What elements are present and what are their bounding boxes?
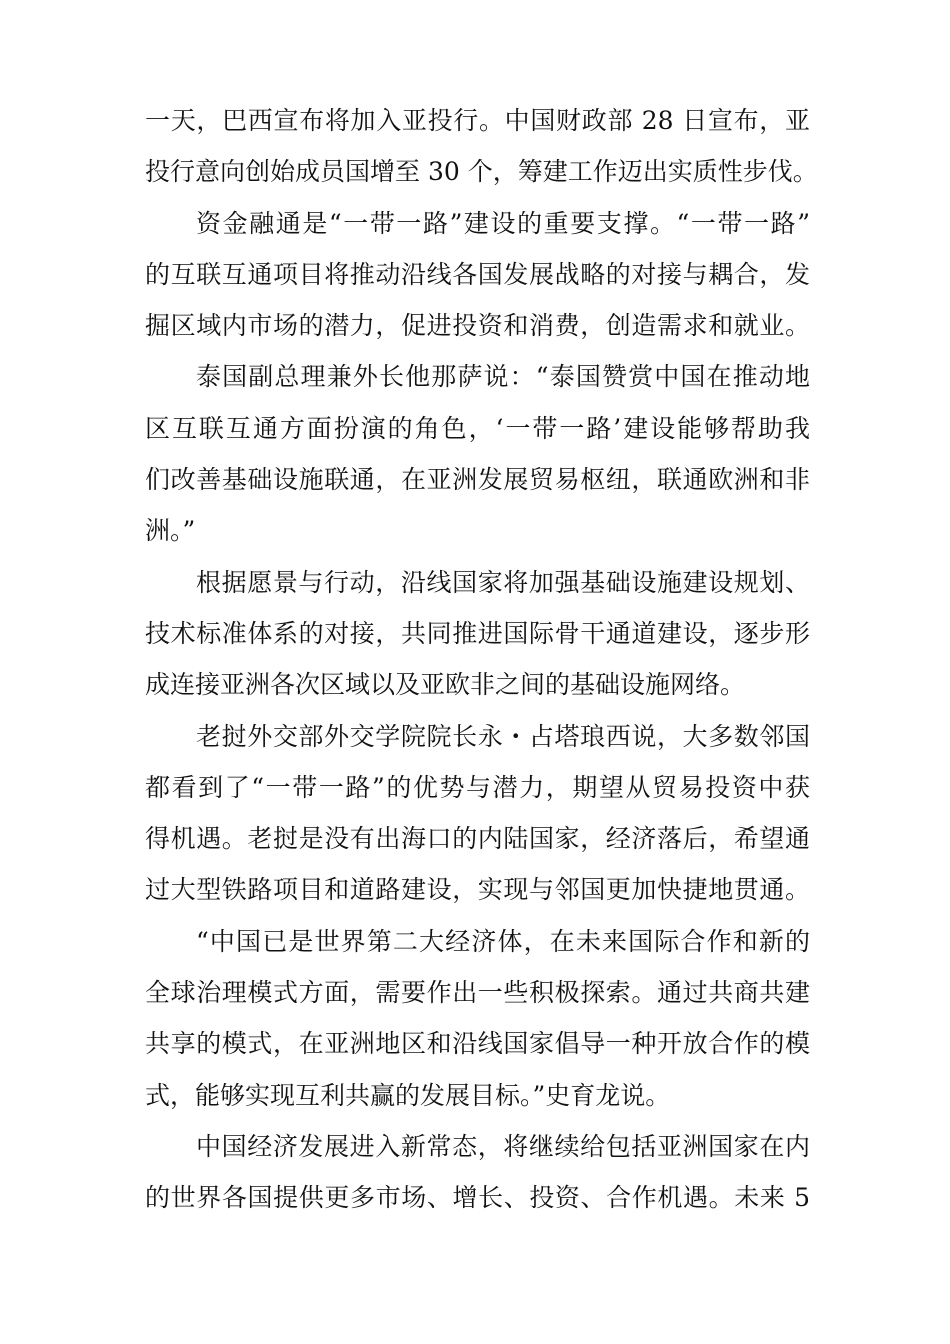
paragraph-last-line: 洲。” xyxy=(145,516,196,546)
text-line: 的世界各国提供更多市场、增长、投资、合作机遇。未来 5 xyxy=(145,1183,810,1213)
paragraph-first-line: 根据愿景与行动，沿线国家将加强基础设施建设规划、 xyxy=(196,567,810,597)
text-line: 的互联互通项目将推动沿线各国发展战略的对接与耦合，发 xyxy=(145,259,810,289)
document-body xyxy=(145,95,818,1224)
text-line: 得机遇。老挝是没有出海口的内陆国家，经济落后，希望通 xyxy=(145,824,810,854)
text-line: 一天，巴西宣布将加入亚投行。中国财政部 28 日宣布，亚 xyxy=(145,106,810,135)
text-line: 技术标准体系的对接，共同推进国际骨干通道建设，逐步形 xyxy=(145,618,810,648)
paragraph-last-line: 式，能够实现互利共赢的发展目标。”史育龙说。 xyxy=(145,1080,671,1110)
paragraph-last-line: 成连接亚洲各次区域以及亚欧非之间的基础设施网络。 xyxy=(145,670,746,700)
paragraph-first-line: 中国经济发展进入新常态，将继续给包括亚洲国家在内 xyxy=(196,1131,810,1161)
text-line: 都看到了“一带一路”的优势与潜力，期望从贸易投资中获 xyxy=(145,772,810,802)
paragraph-first-line: 资金融通是“一带一路”建设的重要支撑。“一带一路” xyxy=(196,208,810,238)
paragraph-first-line: 泰国副总理兼外长他那萨说：“泰国赞赏中国在推动地 xyxy=(196,362,810,392)
text-line: 掘区域内市场的潜力，促进投资和消费，创造需求和就业。 xyxy=(145,311,810,341)
text-line: 共享的模式，在亚洲地区和沿线国家倡导一种开放合作的模 xyxy=(145,1029,810,1059)
text-line: 投行意向创始成员国增至 30 个，筹建工作迈出实质性步伐。 xyxy=(145,157,818,187)
text-line: 过大型铁路项目和道路建设，实现与邻国更加快捷地贯通。 xyxy=(145,875,810,905)
paragraph-first-line: 老挝外交部外交学院院长永・占塔琅西说，大多数邻国 xyxy=(196,721,810,751)
text-line: 区互联互通方面扮演的角色，‘一带一路’建设能够帮助我 xyxy=(145,413,810,443)
text-line: 全球治理模式方面，需要作出一些积极探索。通过共商共建 xyxy=(145,978,810,1008)
text-line: 们改善基础设施联通，在亚洲发展贸易枢纽，联通欧洲和非 xyxy=(145,465,810,495)
paragraph-first-line: “中国已是世界第二大经济体，在未来国际合作和新的 xyxy=(196,926,810,956)
